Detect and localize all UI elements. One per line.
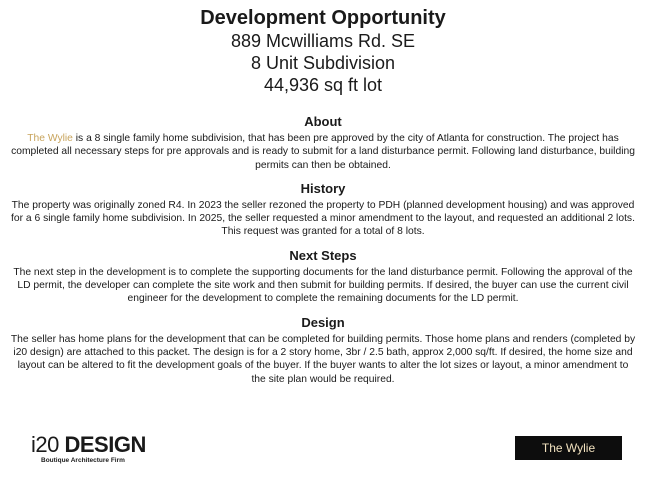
logo-word: DESIGN xyxy=(64,432,146,457)
next-steps-text: The next step in the development is to complete the supporting documents for the land disturbance permit. Following the approval of the LD permit, the developer can complete the site work and then submit for building permits. If desired, the buyer can use the current civil engineer for the development to complete the remaining documents for the LD permit. xyxy=(13,266,633,305)
design-text: The seller has home plans for the development that can be completed for building permits. Those home plans and renders (completed by i20 design) are attached to this packet. The design is for a 2 story home, 3br / 2.5 bath, approx 2,000 sq/ft. If desired, the home size and layout can be altered to fit the development goals of the buyer. If the buyer wants to alter the lot sizes or layout, a minor amendment to the site plan would be required. xyxy=(10,333,636,385)
i20-design-logo xyxy=(31,434,146,464)
the-wylie-badge: The Wylie xyxy=(515,436,622,460)
about-text-rest: is a 8 single family home subdivision, that has been pre approved by the city of Atlanta for construction. The project has completed all necessary steps for pre approvals and is ready to submit for a land disturbance permit. Following land disturbance, building permits can then be obtained. xyxy=(11,133,635,171)
design-heading: Design xyxy=(301,314,345,330)
about-highlight: The Wylie xyxy=(27,133,73,144)
about-text xyxy=(10,132,636,172)
history-section xyxy=(0,181,646,239)
address: 889 Mcwilliams Rd. SE xyxy=(230,31,416,51)
logo-tagline: Boutique Architecture Firm xyxy=(41,457,125,464)
footer xyxy=(0,434,646,470)
about-heading: About xyxy=(304,114,342,129)
logo-num: i20 xyxy=(31,432,59,457)
history-heading: History xyxy=(300,180,346,196)
design-section xyxy=(0,315,646,386)
about-section xyxy=(0,114,646,172)
history-text: The property was originally zoned R4. In 2023 the seller rezoned the property to PDH (planned development housing) and was approved for a 6 single family home subdivision. In 2025, the seller requested a minor amendment to the layout, and requested an additional 2 lots. This request was granted for a total of 8 lots. xyxy=(11,199,635,238)
page-title: Development Opportunity xyxy=(200,7,446,29)
header xyxy=(0,6,646,96)
next-steps-section xyxy=(0,248,646,306)
lot-size: 44,936 sq ft lot xyxy=(263,75,383,95)
subdivision-label: 8 Unit Subdivision xyxy=(250,53,396,73)
logo-wordmark xyxy=(31,434,146,456)
next-steps-heading: Next Steps xyxy=(289,247,357,263)
